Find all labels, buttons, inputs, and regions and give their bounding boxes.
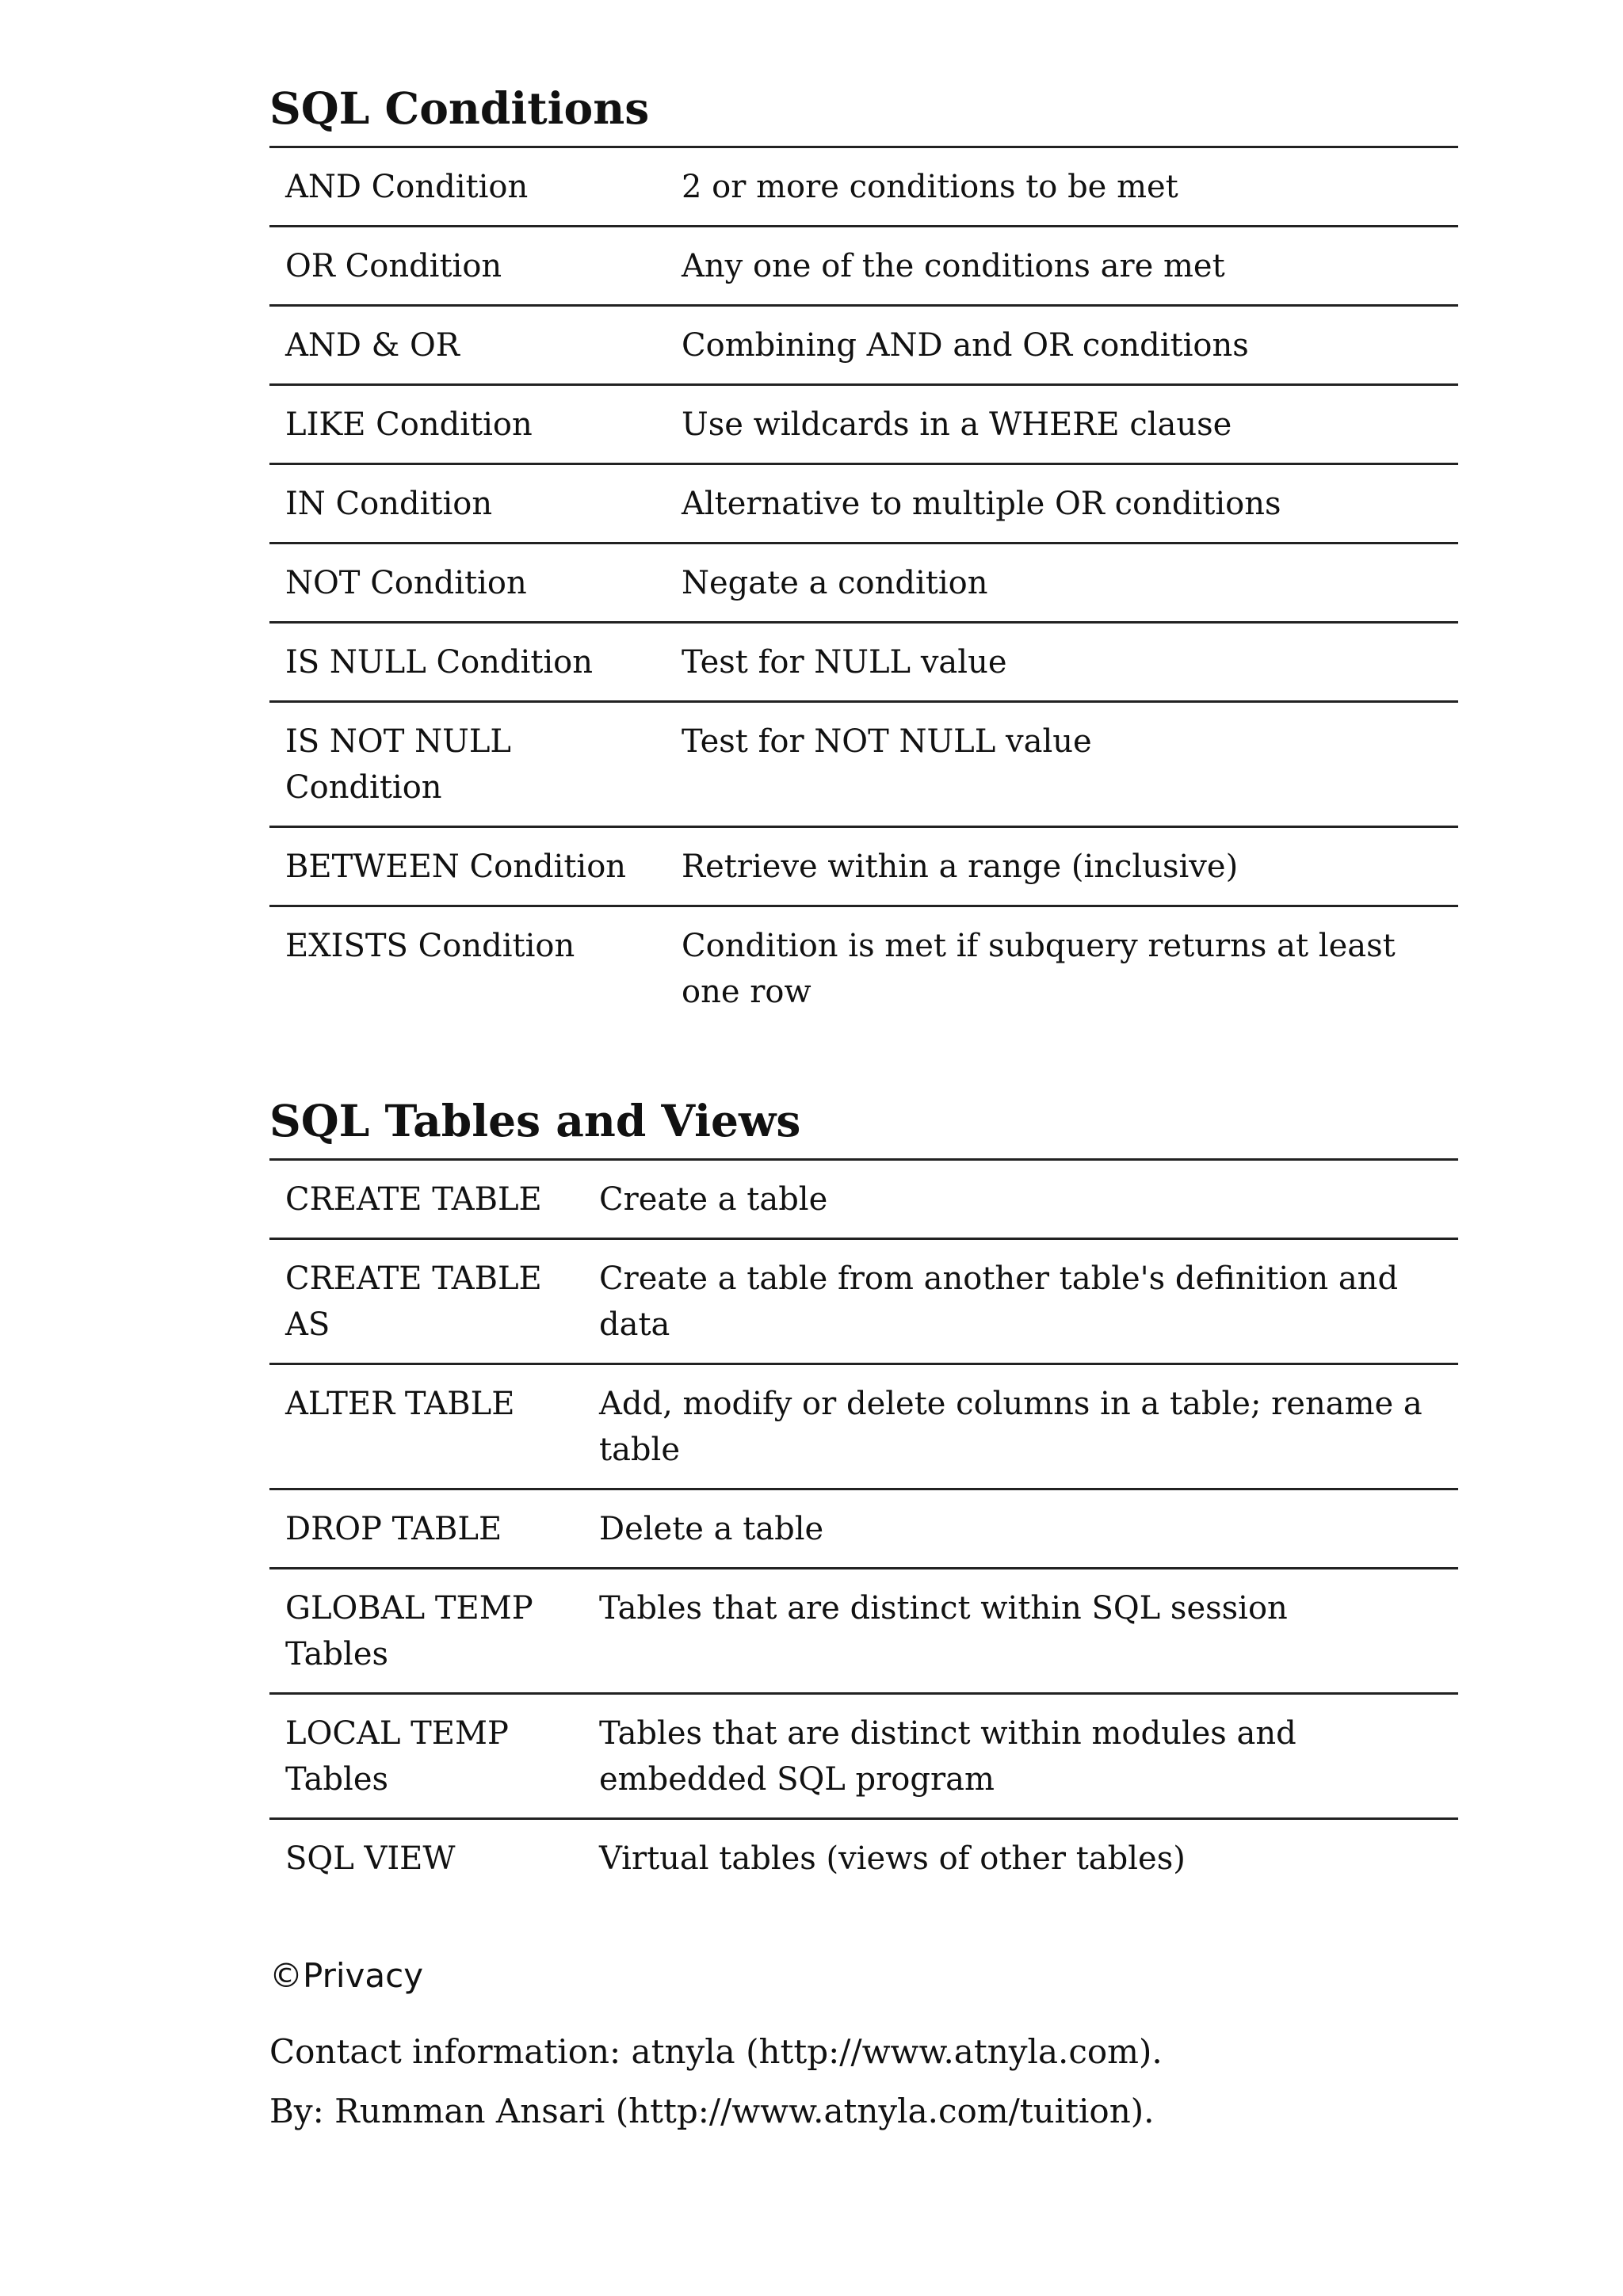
table-row [269,623,1458,702]
term-cell: GLOBAL TEMP Tables [285,1590,533,1672]
description-cell: Add, modify or delete columns in a table; rename a table [599,1386,1423,1468]
description-cell: Tables that are distinct within SQL session [599,1590,1288,1627]
table-row [269,906,1458,1031]
section-title-tables-views: SQL Tables and Views [269,1095,801,1146]
term-cell: OR Condition [285,248,502,284]
description-cell: Retrieve within a range (inclusive) [682,849,1239,885]
term-cell: IN Condition [285,486,493,522]
description-cell: Test for NULL value [682,644,1007,681]
term-cell: CREATE TABLE AS [285,1261,542,1343]
contact-information: Contact information: atnyla (http://www.atnyla.com). [269,2032,1163,2071]
description-cell: Test for NOT NULL value [682,723,1092,760]
term-cell: AND & OR [285,327,460,364]
term-cell: NOT Condition [285,565,527,601]
table-row [269,464,1458,543]
table-row [269,1694,1458,1819]
term-cell: LOCAL TEMP Tables [285,1715,509,1798]
conditions-table [269,146,1458,1030]
term-cell: EXISTS Condition [285,928,575,964]
description-cell: Create a table [599,1181,828,1218]
table-row [269,1239,1458,1364]
document-page [269,0,1458,2141]
description-cell: Negate a condition [682,565,988,601]
term-cell: BETWEEN Condition [285,849,627,885]
privacy-notice: ©Privacy [269,1956,424,1995]
author-credit: By: Rumman Ansari (http://www.atnyla.com/tuition). [269,2092,1155,2130]
table-row [269,147,1458,227]
term-cell: SQL VIEW [285,1840,456,1877]
table-row [269,543,1458,623]
term-cell: IS NULL Condition [285,644,594,681]
table-row [269,385,1458,464]
description-cell: Delete a table [599,1511,824,1547]
table-row [269,306,1458,385]
table-row [269,1160,1458,1239]
contact-block [269,2022,1458,2141]
description-cell: Tables that are distinct within modules and embedded SQL program [599,1715,1296,1798]
table-row [269,827,1458,906]
description-cell: Create a table from another table's definition and data [599,1261,1399,1343]
description-cell: Combining AND and OR conditions [682,327,1249,364]
table-row [269,702,1458,827]
description-cell: Condition is met if subquery returns at least one row [682,928,1396,1010]
term-cell: CREATE TABLE [285,1181,542,1218]
term-cell: ALTER TABLE [285,1386,515,1422]
section-title-conditions: SQL Conditions [269,82,650,134]
term-cell: AND Condition [285,169,529,205]
term-cell: LIKE Condition [285,406,533,443]
description-cell: Use wildcards in a WHERE clause [682,406,1232,443]
table-row [269,1569,1458,1694]
description-cell: 2 or more conditions to be met [682,169,1178,205]
description-cell: Alternative to multiple OR conditions [682,486,1281,522]
table-row [269,1489,1458,1569]
table-row [269,1364,1458,1489]
term-cell: DROP TABLE [285,1511,502,1547]
description-cell: Virtual tables (views of other tables) [599,1840,1186,1877]
table-row [269,227,1458,306]
tables-views-table [269,1158,1458,1897]
term-cell: IS NOT NULL Condition [285,723,511,806]
table-row [269,1819,1458,1897]
description-cell: Any one of the conditions are met [682,248,1225,284]
